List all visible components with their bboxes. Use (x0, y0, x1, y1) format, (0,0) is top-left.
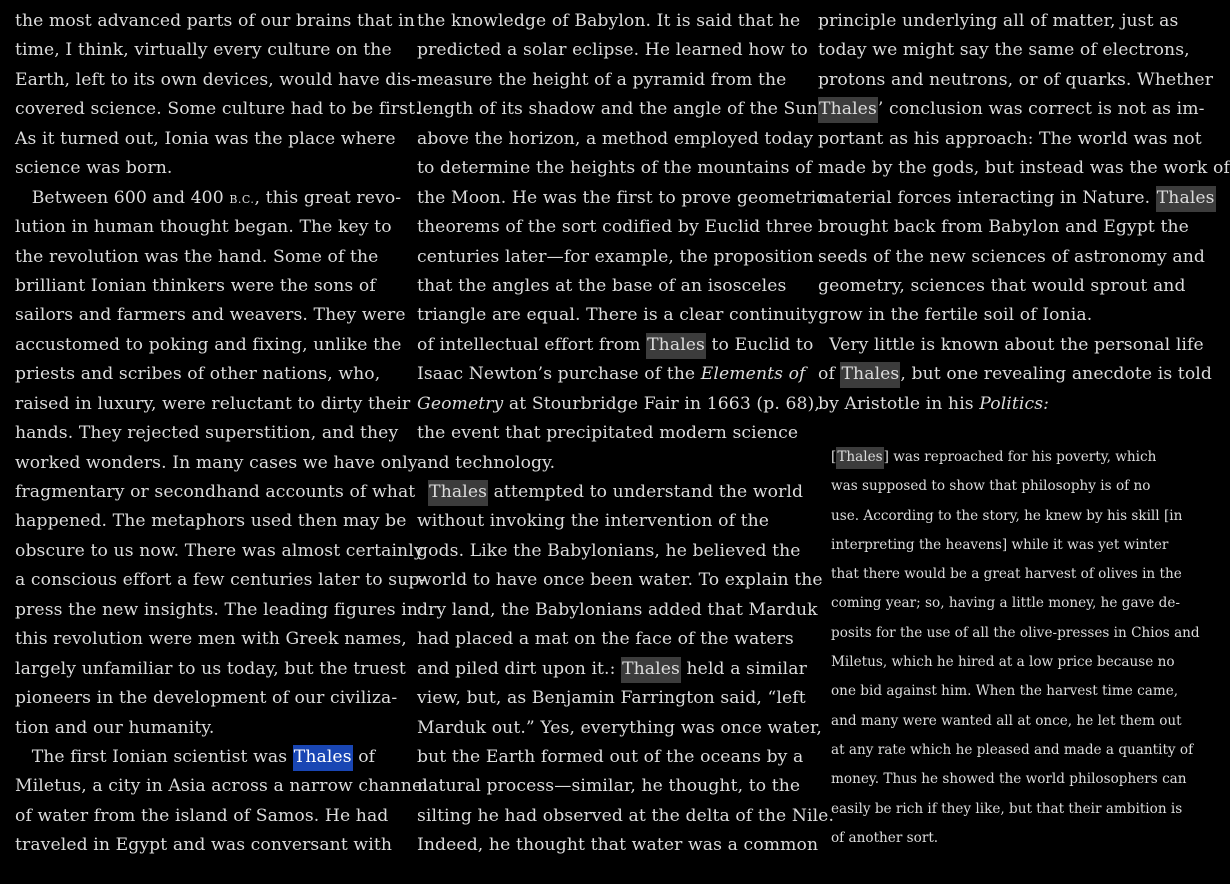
highlight-thales[interactable]: Thales (818, 97, 878, 123)
text-line[interactable]: made by the gods, but instead was the work of (818, 158, 1230, 179)
text-line[interactable]: silting he had observed at the delta of the Nile. (417, 805, 835, 826)
text-line[interactable]: the event that precipitated modern science (417, 423, 799, 444)
text-line[interactable]: Miletus, a city in Asia across a narrow channel (15, 776, 428, 797)
text-line[interactable] (15, 184, 428, 213)
text-run: The first Ionian scientist was (31, 746, 293, 767)
text-line[interactable]: without invoking the intervention of the (417, 511, 770, 532)
text-line[interactable]: raised in luxury, were reluctant to dirty their (15, 393, 411, 414)
text-line[interactable]: Marduk out.” Yes, everything was once water, (417, 717, 822, 738)
text-line[interactable]: largely unfamiliar to us today, but the truest (15, 658, 406, 679)
text-column-right (818, 7, 1230, 419)
small-caps-abbrev: B.C. (229, 192, 255, 206)
text-line[interactable]: brought back from Babylon and Egypt the (818, 217, 1189, 238)
selected-word-thales[interactable]: Thales (293, 745, 353, 771)
text-line[interactable]: this revolution were men with Greek names, (15, 629, 407, 650)
text-run: and piled dirt upon it.: (417, 658, 622, 679)
quote-line[interactable]: that there would be a great harvest of olives in the (831, 566, 1182, 583)
text-line[interactable]: tion and our humanity. (15, 717, 215, 738)
italic-title: Politics: (979, 393, 1050, 414)
text-line[interactable]: length of its shadow and the angle of the Sun (417, 99, 818, 120)
text-line[interactable]: traveled in Egypt and was conversant with (15, 835, 393, 856)
text-line[interactable] (417, 655, 834, 684)
quote-line[interactable]: one bid against him. When the harvest time came, (831, 683, 1179, 700)
text-line[interactable] (417, 360, 834, 389)
text-run: [ (831, 449, 837, 465)
quote-line[interactable]: of another sort. (831, 829, 939, 846)
text-run: ’ conclusion was correct is not as im- (877, 99, 1205, 120)
text-line[interactable]: measure the height of a pyramid from the (417, 69, 787, 90)
text-line[interactable]: covered science. Some culture had to be first. (15, 99, 421, 120)
text-run: of intellectual effort from (417, 334, 647, 355)
text-run: attempted to understand the world (488, 482, 804, 502)
quote-line[interactable]: interpreting the heavens] while it was yet winter (831, 536, 1169, 553)
text-line[interactable]: seeds of the new sciences of astronomy and (818, 246, 1206, 267)
italic-title: Geometry (417, 393, 504, 414)
text-line[interactable]: As it turned out, Ionia was the place where (15, 128, 396, 149)
text-line[interactable]: grow in the fertile soil of Ionia. (818, 305, 1093, 326)
text-line[interactable]: time, I think, virtually every culture on the (15, 40, 392, 61)
text-line[interactable]: geometry, sciences that would sprout and (818, 275, 1186, 296)
text-line[interactable] (417, 390, 834, 419)
text-run: Between 600 and 400 (31, 187, 230, 208)
text-line[interactable]: had placed a mat on the face of the waters (417, 629, 794, 650)
text-line[interactable]: fragmentary or secondhand accounts of what (15, 482, 416, 502)
text-run: at Stourbridge Fair in 1663 (p. 68), (503, 393, 820, 414)
quote-line[interactable]: easily be rich if they like, but that their ambition is (831, 800, 1183, 817)
text-line[interactable]: hands. They rejected superstition, and they (15, 423, 399, 444)
text-line[interactable]: worked wonders. In many cases we have only (15, 452, 418, 473)
text-line[interactable]: above the horizon, a method employed today (417, 128, 814, 149)
text-line[interactable] (818, 390, 1230, 419)
text-run: Isaac Newton’s purchase of the (417, 364, 701, 385)
highlight-thales[interactable]: Thales (836, 447, 883, 469)
text-line[interactable]: triangle are equal. There is a clear continuity (417, 305, 818, 326)
text-line[interactable]: dry land, the Babylonians added that Marduk (417, 599, 818, 620)
text-line[interactable] (15, 743, 428, 772)
text-line[interactable] (818, 184, 1230, 213)
text-line[interactable]: happened. The metaphors used then may be (15, 511, 407, 532)
text-line[interactable]: Earth, left to its own devices, would have dis- (15, 69, 417, 90)
text-line[interactable]: theorems of the sort codified by Euclid three (417, 217, 813, 238)
highlight-thales[interactable]: Thales (646, 333, 706, 359)
text-line[interactable]: accustomed to poking and fixing, unlike the (15, 334, 402, 355)
text-line[interactable]: that the angles at the base of an isosceles (417, 275, 787, 296)
text-line[interactable]: Indeed, he thought that water was a common (417, 835, 819, 856)
text-line[interactable]: to determine the heights of the mountains of (417, 158, 812, 179)
text-run: , but one revealing anecdote is told (900, 364, 1212, 385)
text-line[interactable]: science was born. (15, 158, 173, 179)
text-line[interactable]: natural process—similar, he thought, to the (417, 776, 801, 797)
text-run: , this great revo- (254, 187, 402, 208)
text-line[interactable] (417, 331, 834, 360)
text-line[interactable]: of water from the island of Samos. He had (15, 805, 389, 826)
text-line[interactable]: centuries later—for example, the proposition (417, 246, 814, 267)
text-line[interactable]: sailors and farmers and weavers. They were (15, 305, 406, 326)
quote-line[interactable]: money. Thus he showed the world philosophers can (831, 771, 1187, 788)
quote-line[interactable]: was supposed to show that philosophy is of no (831, 478, 1151, 495)
text-run: held a similar (680, 658, 807, 679)
text-line[interactable]: the most advanced parts of our brains that in (15, 11, 415, 31)
text-line[interactable]: pioneers in the development of our civiliza- (15, 688, 398, 709)
quote-line[interactable]: posits for the use of all the olive-presses in Chios and (831, 624, 1200, 641)
highlight-thales[interactable]: Thales (840, 362, 900, 388)
text-line[interactable] (818, 331, 1230, 360)
quote-line[interactable]: Miletus, which he hired at a low price because no (831, 654, 1175, 671)
text-line[interactable] (417, 478, 834, 507)
text-line[interactable]: the revolution was the hand. Some of the (15, 246, 379, 267)
text-line[interactable]: lution in human thought began. The key to (15, 217, 392, 238)
text-line[interactable]: press the new insights. The leading figures in (15, 599, 419, 620)
text-run: of (818, 364, 841, 385)
text-line[interactable]: predicted a solar eclipse. He learned how to (417, 40, 808, 61)
block-quote (831, 443, 1200, 853)
text-run: by Aristotle in his (818, 393, 980, 414)
text-line[interactable]: a conscious effort a few centuries later to sup- (15, 570, 426, 591)
highlight-thales[interactable]: Thales (428, 480, 488, 506)
quote-line[interactable]: and many were wanted all at once, he let them out (831, 712, 1182, 729)
highlight-thales[interactable]: Thales (621, 657, 681, 683)
text-line[interactable]: brilliant Ionian thinkers were the sons of (15, 275, 376, 296)
highlight-thales[interactable]: Thales (1156, 186, 1216, 212)
text-line[interactable]: protons and neutrons, or of quarks. Whether (818, 69, 1214, 90)
text-column-middle (417, 7, 837, 861)
quote-line[interactable] (831, 443, 1200, 472)
text-line[interactable]: today we might say the same of electrons, (818, 40, 1190, 61)
text-line[interactable] (818, 95, 1230, 124)
text-line[interactable]: the knowledge of Babylon. It is said that he (417, 11, 801, 31)
quote-line[interactable]: use. According to the story, he knew by his skill [in (831, 507, 1183, 524)
text-run: of (352, 746, 376, 767)
text-run: Very little is known about the personal life (829, 334, 1204, 355)
text-line[interactable]: obscure to us now. There was almost certainly (15, 540, 424, 561)
text-column-left (15, 7, 428, 861)
quote-line[interactable]: at any rate which he pleased and made a quantity of (831, 741, 1194, 758)
text-run: material forces interacting in Nature. (818, 187, 1156, 208)
text-line[interactable]: principle underlying all of matter, just as (818, 11, 1179, 31)
text-line[interactable]: world to have once been water. To explain the (417, 570, 823, 591)
text-line[interactable]: the Moon. He was the first to prove geometric (417, 187, 827, 208)
text-line[interactable]: view, but, as Benjamin Farrington said, “left (417, 688, 806, 709)
quote-line[interactable]: coming year; so, having a little money, he gave de- (831, 595, 1180, 612)
text-line[interactable]: but the Earth formed out of the oceans by a (417, 746, 804, 767)
text-run: ] was reproached for his poverty, which (883, 449, 1157, 465)
text-line[interactable]: gods. Like the Babylonians, he believed the (417, 540, 801, 561)
text-run: to Euclid to (705, 334, 814, 355)
italic-title: Elements of (700, 364, 806, 385)
text-line[interactable]: priests and scribes of other nations, who, (15, 364, 381, 385)
text-line[interactable]: and technology. (417, 452, 556, 473)
text-line[interactable]: portant as his approach: The world was not (818, 128, 1202, 149)
text-line[interactable] (818, 360, 1230, 389)
